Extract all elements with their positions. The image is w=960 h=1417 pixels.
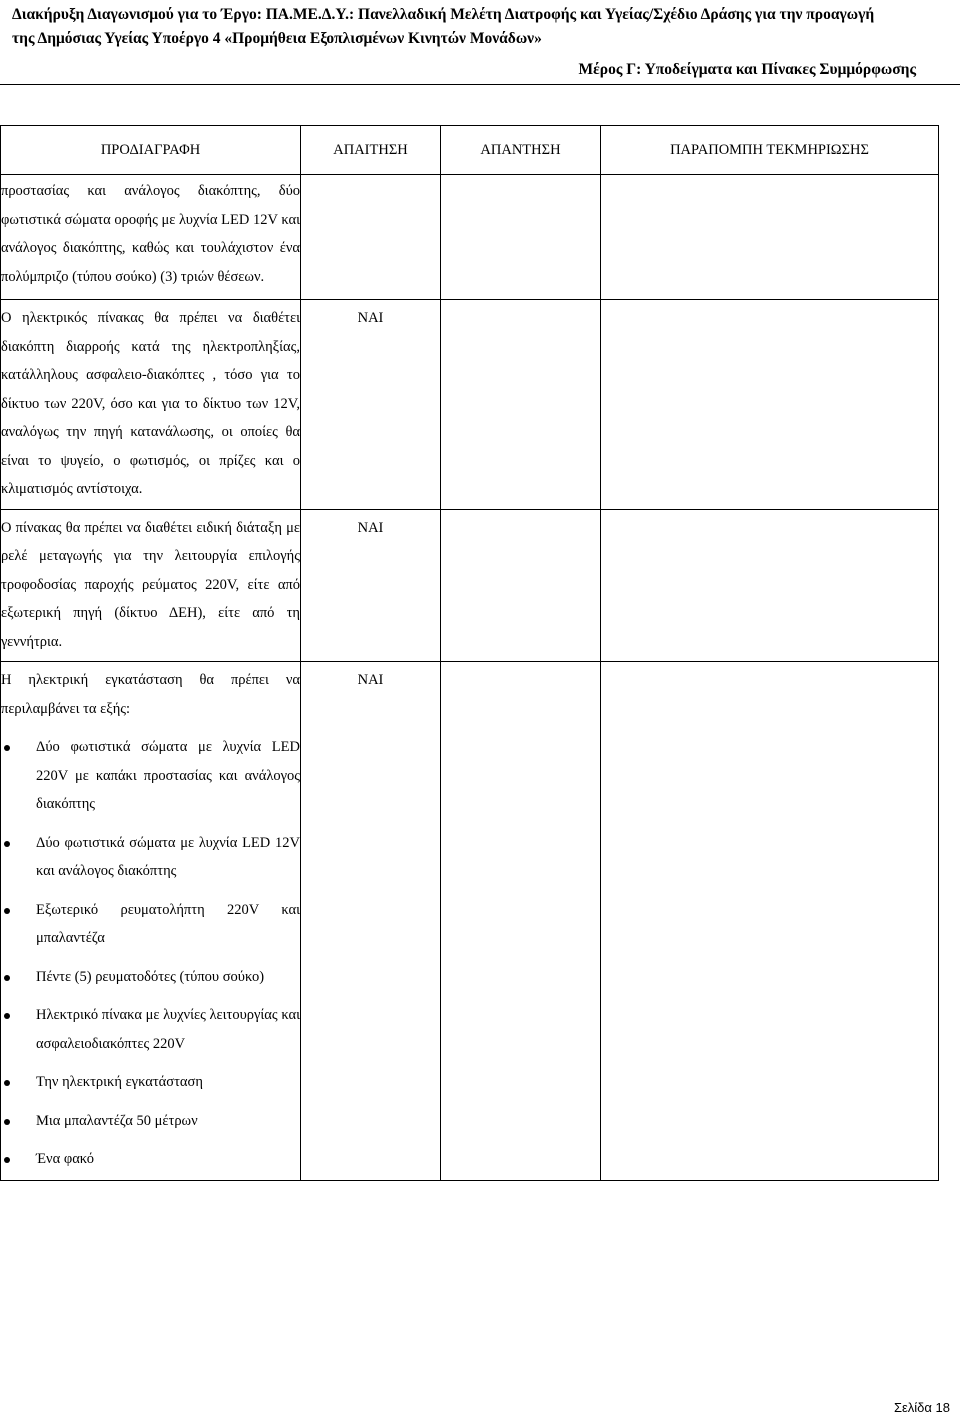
list-item: Ένα φακό [1, 1145, 300, 1174]
column-header-requirement: ΑΠΑΙΤΗΣΗ [301, 126, 441, 175]
response-cell [441, 662, 601, 1181]
reference-cell [601, 300, 939, 510]
requirement-cell: ΝΑΙ [301, 662, 441, 1181]
specification-cell: Ο ηλεκτρικός πίνακας θα πρέπει να διαθέτει διακόπτη διαρροής κατά της ηλεκτροπληξίας, κατάλληλους ασφαλειο-διακόπτες , τόσο για το δίκτυο των 220V, όσο και για το δίκτυο των 12V, αναλόγως την πηγή κατανάλωσης, οι οποίες θα είναι το ψυγείο, ο φωτισμός, οι πρίζες και ο κλιματισμός αντίστοιχα. [1, 300, 301, 510]
requirement-cell [301, 175, 441, 300]
reference-cell [601, 175, 939, 300]
list-item: Εξωτερικό ρευματολήπτη 220V και μπαλαντέζα [1, 896, 300, 953]
header-divider [0, 84, 960, 85]
table-row [1, 509, 939, 662]
specification-intro: Η ηλεκτρική εγκατάσταση θα πρέπει να περιλαμβάνει τα εξής: [1, 672, 300, 717]
column-header-response: ΑΠΑΝΤΗΣΗ [441, 126, 601, 175]
list-item: Μια μπαλαντέζα 50 μέτρων [1, 1107, 300, 1136]
header-title-line-2: της Δημόσιας Υγείας Υποέργο 4 «Προμήθεια Εξοπλισμένων Κινητών Μονάδων» [12, 30, 542, 47]
list-item: Δύο φωτιστικά σώματα με λυχνία LED 220V με καπάκι προστασίας και ανάλογος διακόπτης [1, 733, 300, 819]
table-row [1, 300, 939, 510]
compliance-table [0, 125, 939, 1181]
table-row [1, 175, 939, 300]
page-number: Σελίδα 18 [893, 1400, 950, 1415]
table-header-row [1, 126, 939, 175]
response-cell [441, 300, 601, 510]
list-item: Ηλεκτρικό πίνακα με λυχνίες λειτουργίας και ασφαλειοδιακόπτες 220V [1, 1001, 300, 1058]
list-item: Την ηλεκτρική εγκατάσταση [1, 1068, 300, 1097]
response-cell [441, 509, 601, 662]
table-row [1, 662, 939, 1181]
response-cell [441, 175, 601, 300]
requirement-cell: ΝΑΙ [301, 509, 441, 662]
list-item: Δύο φωτιστικά σώματα με λυχνία LED 12V και ανάλογος διακόπτης [1, 829, 300, 886]
specification-cell: προστασίας και ανάλογος διακόπτης, δύο φωτιστικά σώματα οροφής με λυχνία LED 12V και ανάλογος διακόπτης, καθώς και τουλάχιστον ένα πολύμπριζο (τύπου σούκο) (3) τριών θέσεων. [1, 175, 301, 300]
specification-cell [1, 662, 301, 1181]
column-header-reference: ΠΑΡΑΠΟΜΠΗ ΤΕΚΜΗΡΙΩΣΗΣ [601, 126, 939, 175]
column-header-specification: ΠΡΟΔΙΑΓΡΑΦΗ [1, 126, 301, 175]
header-title-line-1: Διακήρυξη Διαγωνισμού για το Έργο: ΠΑ.ΜΕ.Δ.Υ.: Πανελλαδική Μελέτη Διατροφής και Υγείας/Σχέδιο Δράσης για την προαγωγή [12, 6, 875, 23]
requirement-cell: ΝΑΙ [301, 300, 441, 510]
equipment-list [1, 733, 300, 1174]
list-item: Πέντε (5) ρευματοδότες (τύπου σούκο) [1, 963, 300, 992]
document-header [12, 0, 948, 82]
reference-cell [601, 662, 939, 1181]
specification-cell: Ο πίνακας θα πρέπει να διαθέτει ειδική διάταξη με ρελέ μεταγωγής για την λειτουργία επιλογής τροφοδοσίας παροχής ρεύματος 220V, είτε από εξωτερική πηγή (δίκτυο ΔΕΗ), είτε από τη γεννήτρια. [1, 509, 301, 662]
header-section-title: Μέρος Γ: Υποδείγματα και Πίνακες Συμμόρφωσης [578, 61, 916, 78]
reference-cell [601, 509, 939, 662]
